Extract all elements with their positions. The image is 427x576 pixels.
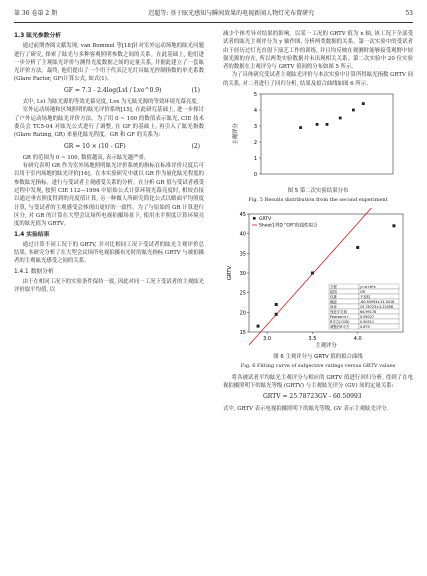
paragraph: 式中, Lvl 为眩光源的等效光幕亮度, Lve 为无眩光源的等效环境光幕亮度。: [22, 99, 203, 106]
stats-key: 斜率: [330, 304, 337, 309]
data-point: [257, 325, 260, 328]
stats-value: 0.90311: [360, 319, 375, 324]
paragraph: 由于在相同工况下的实验条件保持一致, 因此对同一工况下受试者的主观眩光评价取平均值, 以: [14, 279, 204, 294]
section-heading-1-4: 1.4 实验结果: [14, 231, 50, 238]
stats-key: Pearson's r: [330, 314, 349, 319]
y-tick-label: 1: [253, 156, 257, 163]
legend-marker-points: [253, 217, 256, 220]
y-axis-label: 主观评分: [233, 123, 239, 145]
figure-6-fit-chart: [223, 208, 413, 348]
equation-number: (1): [191, 86, 200, 94]
legend-label: GRTV: [259, 216, 272, 222]
data-point: [275, 313, 278, 316]
stats-key: 残差平方和: [330, 309, 347, 314]
stats-value: 25.78723±3.23098: [360, 304, 394, 309]
data-point: [339, 117, 342, 120]
data-point: [356, 246, 359, 249]
equation-number: (2): [191, 142, 200, 150]
stats-key: 绘图: [330, 289, 337, 294]
left-column: [14, 30, 204, 295]
stats-key: 调整后R平方: [330, 324, 350, 329]
x-tick-label: 3.0: [263, 335, 272, 342]
equation-body: GR = 10 × (10 - GF): [64, 142, 126, 150]
x-tick-label: 3.5: [308, 335, 317, 342]
journal-volume: 第 36 卷第 2 期: [14, 10, 58, 17]
stats-value: y=a+b*x: [360, 284, 376, 289]
stats-value: GR: [360, 289, 365, 294]
data-point: [316, 123, 319, 126]
y-tick-label: 25: [239, 290, 246, 297]
stats-value: 不加权: [360, 294, 371, 299]
y-axis-label: GRTV: [227, 265, 233, 281]
page-number: 53: [405, 10, 413, 17]
y-tick-label: 45: [239, 211, 246, 218]
stats-value: -60.50993±11.0418: [360, 299, 395, 304]
paragraph: 通过前期查阅文献发现, van Bommel 等[18]针对室外运动场地的眩光问题进行了研究, 探索了眩光与多种客观照明参数之间的关系。在此基础上, 他们进一步分析了主观眩光评价与测得光度数据之间的定量关系, 并据此建立了一套眩光评价方法。最终, 他们提出了一个用于代表泛光灯具眩光控制指数的单光系数(Glare Factor, GF)计算公式, 如式(1)。: [14, 43, 204, 83]
y-tick-label: 3: [253, 124, 257, 131]
plot-frame: [261, 94, 393, 174]
right-column: [223, 30, 413, 413]
y-tick-label: 35: [239, 251, 246, 258]
y-tick-label: 30: [239, 270, 246, 277]
data-point: [392, 224, 395, 227]
y-tick-label: 4: [253, 108, 257, 115]
stats-value: 0.95027: [360, 314, 375, 319]
article-running-title: 迟超等: 基于眩光感知与瞬间效果的电视新闻人物灯光布置研究: [148, 10, 315, 17]
stats-cell: [359, 289, 399, 294]
data-point: [275, 303, 278, 306]
paragraph: GR 的范围为 0 ~ 100, 数值越高, 表示眩光越严重。: [22, 154, 150, 161]
equation-body: GF = 7.3 - 2.4log(Lvl / Lve^0.9): [64, 86, 162, 94]
stats-key: 权重: [330, 294, 337, 299]
paragraph: 减少个体差异对结果的影响。以某一工况的 GRTV 值为 x 轴, 该工况下全部受试者的眩光主观评分为 y 轴作图, 分析两类数据的关系。第一次实验中的受试者由于经历过灯光直射下演艺工作的训练, 并且均反映在观测时能够接受观野中较强光源的存在, 所以两类实验数据并未出现相关关系。第二次实验中 20 位实验者的数据在主观评分与 GRTV 值间的分布如图 5 所示。: [223, 31, 413, 71]
y-tick-label: 0: [253, 172, 257, 179]
equation-1: [14, 87, 204, 95]
stats-value: 0.879: [360, 324, 370, 329]
paragraph: 为了具体研究受试者主观眩光评价与本次实验中计算所得眩光指数 GRTV 间的关系, 对二者进行了回归分析, 结果及拟合曲线如图 6 所示。: [223, 72, 413, 87]
equation-2: [14, 143, 204, 151]
figure-6-caption-cn: 图 6 主观评分与 GRTV 值的拟合曲线: [273, 354, 363, 361]
running-header: [14, 8, 413, 23]
stats-key: R平方(COD): [330, 319, 350, 324]
stats-key: 截距: [330, 299, 337, 304]
y-tick-label: 5: [253, 92, 257, 99]
figure-5-caption-en: Fig. 5 Results distribution from the second experiment: [248, 196, 388, 203]
data-point: [326, 123, 329, 126]
section-heading-1-4-1: 1.4.1 数据分析: [14, 268, 54, 275]
equation-3: [223, 393, 413, 401]
paragraph: 有研究表明 GR 作为室外场地照明眩光评价系统的指标在标准评价尺度后可以用于室内场地的眩光评价[16]。在本实验研究中就以 GR 作为量化眩光程度的参数眩光指标。进行与受试者主观感受关系的分析。在分析 GR 值与受试者感受过程中发现, 按照 CIE 112—1994 中原始公式计算环境光幕亮度时, 相较直接以通过垂直照度得到的亮度值计算, 另一种做人所研究简化公式以略面平均照度计算, 与受试者的主观感受会体现出更好的一致性。为了与原始的 GR 计算进行区分, 对 GR 的计算在大型会议场所电视拍摄场景下, 使用水平照度计算环境亮度的眩光值为 GRTV。: [14, 163, 204, 228]
data-point: [299, 126, 302, 129]
x-tick-label: 4.0: [353, 335, 362, 342]
figure-5-caption-cn: 图 5 第二次实验结果分布: [287, 188, 349, 195]
section-heading-1-3: 1.3 眩光参数分析: [14, 33, 62, 39]
paragraph: 式中, GRTV 表示电视拍摄照明下的眩光等级, GV 表示主观眩光评分。: [223, 405, 393, 412]
stats-value: 64.99178: [360, 309, 377, 314]
paragraph: 通过计算不同工况下的 GRTV, 并对比相同工况下受试者的眩光主观评价总结果, 本研究分析了在大型会议场所电视拍摄布光时的眩光指标 GRTV 与被拍摄者的主观眩光感受之间的关系。: [14, 241, 204, 265]
data-point: [311, 271, 314, 274]
equation-body: GRTV = 25.78723GV - 60.50993: [263, 393, 362, 401]
figure-5-scatter-chart: [223, 88, 413, 182]
paragraph: 将各被试者平均眩光主观评分与相应的 GRTV 值进行回归分析, 得到了在电视拍摄照明下的眩光等级 (GRTV) 与主观眩光评分 (GV) 间的定量关系:: [223, 374, 413, 390]
paragraph: 室外运动场地和区域照明的眩光评价系统[15], 在此研究基础上, 进一步探讨了户外运动场地的眩光评价方法。为了用 0 ~ 100 的数值表示眩光, CIE 技术委员会 TC5-04 对眩光公式进行了调整, 在 GF 的基础上, 再引入了眩光指数 (Glare Rating, GR) 来量化眩光程度。GR 和 GF 的关系为:: [14, 107, 204, 139]
y-tick-label: 2: [253, 140, 257, 147]
y-tick-label: 20: [239, 310, 246, 317]
data-point: [362, 102, 365, 105]
x-axis-label: 主观评分: [315, 342, 337, 348]
data-point: [352, 109, 355, 112]
stats-key: 方程: [330, 284, 337, 289]
y-tick-label: 40: [239, 231, 246, 238]
legend-label: Sheet1列D "GR"的线性拟合: [259, 223, 318, 229]
figure-6-caption-en: Fig. 6 Fitting curve of subjective ratings versus GRTV values: [240, 362, 396, 369]
y-tick-label: 15: [239, 329, 246, 336]
